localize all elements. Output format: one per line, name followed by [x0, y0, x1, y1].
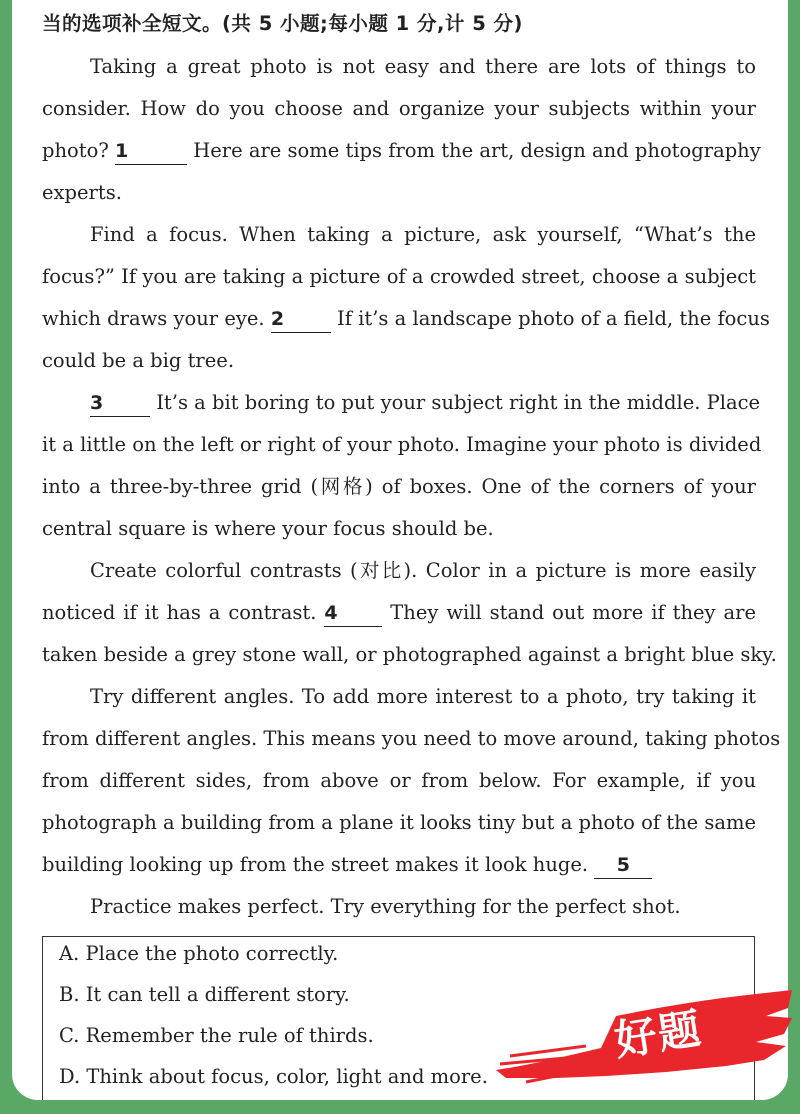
p4-line-2-pre: noticed if it has a contrast. — [42, 601, 317, 624]
p1-line-1: Taking a great photo is not easy and there are lots of things to — [90, 55, 756, 78]
p3-line-4: central square is where your focus should be. — [42, 517, 494, 540]
p1-line-3 — [42, 138, 761, 164]
blank-1[interactable]: 1 — [115, 140, 187, 165]
p5-line-4: photograph a building from a plane it looks tiny but a photo of the same — [42, 811, 757, 834]
blank-4[interactable]: 4 — [324, 602, 382, 627]
p2-line-4: could be a big tree. — [42, 349, 235, 372]
p4-line-2-post: They will stand out more if they are — [390, 601, 756, 624]
p4-line-3: taken beside a grey stone wall, or photographed against a bright blue sky. — [42, 643, 777, 666]
p1-line-3-post: Here are some tips from the art, design and photography — [193, 139, 761, 162]
blank-3[interactable]: 3 — [90, 392, 150, 417]
blank-5[interactable]: 5 — [594, 854, 652, 879]
p2-line-3 — [42, 306, 770, 332]
p5-line-5-pre: building looking up from the street makes it look huge. — [42, 853, 589, 876]
p2-line-2: focus?” If you are taking a picture of a crowded street, choose a subject — [42, 265, 756, 288]
p3-line-2: it a little on the left or right of your photo. Imagine your photo is divided — [42, 433, 762, 456]
p1-line-2: consider. How do you choose and organize your subjects within your — [42, 97, 756, 120]
section-heading: 当的选项补全短文。(共 5 小题;每小题 1 分,计 5 分) — [42, 12, 523, 35]
p6-line-1: Practice makes perfect. Try everything for the perfect shot. — [90, 895, 681, 918]
p3-line-1-post: It’s a bit boring to put your subject right in the middle. Place — [156, 391, 761, 414]
option-b[interactable]: B. It can tell a different story. — [59, 983, 350, 1006]
p2-line-3-pre: which draws your eye. — [42, 307, 265, 330]
p2-line-1: Find a focus. When taking a picture, ask yourself, “What’s the — [90, 223, 756, 246]
p3-line-1 — [90, 390, 761, 416]
option-c[interactable]: C. Remember the rule of thirds. — [59, 1024, 374, 1047]
blank-2[interactable]: 2 — [271, 308, 331, 333]
p4-line-1: Create colorful contrasts (对比). Color in a picture is more easily — [90, 559, 756, 582]
p1-line-4: experts. — [42, 181, 122, 204]
p5-line-5 — [42, 852, 756, 878]
p3-line-3: into a three-by-three grid (网格) of boxes. One of the corners of your — [42, 475, 756, 498]
p5-line-1: Try different angles. To add more interest to a photo, try taking it — [90, 685, 756, 708]
good-question-badge — [496, 986, 796, 1086]
worksheet-page — [12, 0, 788, 1100]
badge-label: 好题 — [611, 1003, 706, 1066]
p5-line-2: from different angles. This means you need to move around, taking photos — [42, 727, 781, 750]
p2-line-3-post: If it’s a landscape photo of a field, the focus — [337, 307, 770, 330]
p5-line-3: from different sides, from above or from below. For example, if you — [42, 769, 756, 792]
p4-line-2 — [42, 600, 756, 626]
option-a[interactable]: A. Place the photo correctly. — [59, 942, 339, 965]
p1-line-3-pre: photo? — [42, 139, 109, 162]
option-d[interactable]: D. Think about focus, color, light and more. — [59, 1065, 488, 1088]
